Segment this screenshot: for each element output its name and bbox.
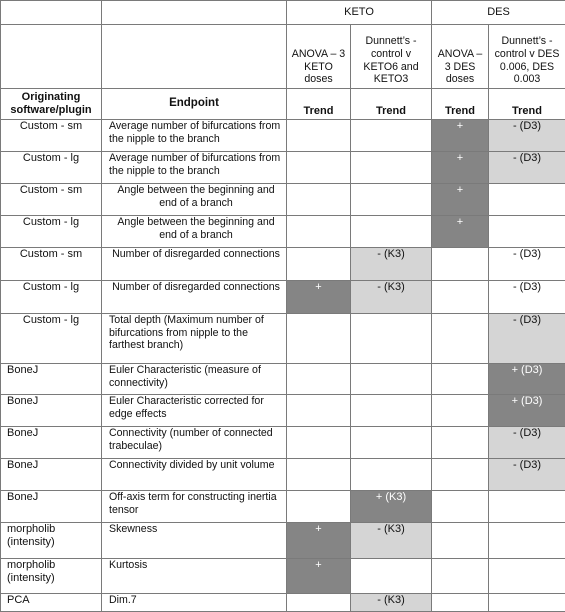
endpoint-cell: Euler Characteristic (measure of connectivity): [102, 364, 287, 395]
endpoint-cell: Skewness: [102, 523, 287, 559]
keto-anova-cell: [287, 152, 351, 184]
header-group-des: DES: [432, 1, 565, 25]
des-anova-cell: [432, 594, 489, 612]
keto-dunnett-cell: [351, 120, 432, 152]
des-dunnett-cell: - (D3): [489, 248, 565, 281]
table-row: [1, 427, 565, 459]
keto-dunnett-cell: [351, 314, 432, 364]
des-anova-cell: [432, 427, 489, 459]
endpoint-cell: Angle between the beginning and end of a branch: [102, 216, 287, 248]
software-cell: Custom - lg: [1, 152, 102, 184]
software-cell: BoneJ: [1, 427, 102, 459]
header-group-keto: KETO: [287, 1, 432, 25]
des-anova-cell: [432, 364, 489, 395]
endpoint-cell: Average number of bifurcations from the nipple to the branch: [102, 152, 287, 184]
software-cell: morpholib (intensity): [1, 559, 102, 594]
keto-dunnett-cell: [351, 395, 432, 427]
keto-anova-cell: [287, 216, 351, 248]
des-dunnett-cell: - (D3): [489, 281, 565, 314]
header-blank-software: [1, 1, 102, 25]
des-dunnett-cell: [489, 559, 565, 594]
des-anova-cell: [432, 459, 489, 491]
des-anova-cell: +: [432, 184, 489, 216]
software-cell: Custom - lg: [1, 216, 102, 248]
keto-anova-cell: [287, 248, 351, 281]
header-des-anova: ANOVA – 3 DES doses: [432, 25, 489, 89]
table-row: [1, 364, 565, 395]
table-row: [1, 216, 565, 248]
des-anova-cell: [432, 491, 489, 523]
endpoint-cell: Number of disregarded connections: [102, 248, 287, 281]
des-anova-cell: [432, 523, 489, 559]
des-anova-cell: +: [432, 152, 489, 184]
keto-anova-cell: [287, 184, 351, 216]
table-row: [1, 314, 565, 364]
endpoint-cell: Off-axis term for constructing inertia tensor: [102, 491, 287, 523]
keto-anova-cell: [287, 364, 351, 395]
software-cell: PCA: [1, 594, 102, 612]
des-anova-cell: [432, 559, 489, 594]
header-keto-anova: ANOVA – 3 KETO doses: [287, 25, 351, 89]
table-row: [1, 523, 565, 559]
keto-anova-cell: [287, 594, 351, 612]
endpoint-cell: Average number of bifurcations from the nipple to the branch: [102, 120, 287, 152]
header-des-dunnett: Dunnett’s - control v DES 0.006, DES 0.003: [489, 25, 565, 89]
table-row: [1, 184, 565, 216]
keto-dunnett-cell: - (K3): [351, 594, 432, 612]
keto-dunnett-cell: [351, 364, 432, 395]
endpoint-cell: Dim.7: [102, 594, 287, 612]
des-dunnett-cell: - (D3): [489, 120, 565, 152]
software-cell: BoneJ: [1, 459, 102, 491]
des-anova-cell: [432, 395, 489, 427]
software-cell: Custom - lg: [1, 281, 102, 314]
des-anova-cell: +: [432, 216, 489, 248]
keto-anova-cell: [287, 459, 351, 491]
keto-anova-cell: +: [287, 523, 351, 559]
table-row: [1, 395, 565, 427]
software-cell: morpholib (intensity): [1, 523, 102, 559]
des-dunnett-cell: - (D3): [489, 314, 565, 364]
keto-anova-cell: [287, 314, 351, 364]
table-row: [1, 491, 565, 523]
endpoint-cell: Number of disregarded connections: [102, 281, 287, 314]
table-row: [1, 459, 565, 491]
header-blank-endpoint-2: [102, 25, 287, 89]
keto-dunnett-cell: + (K3): [351, 491, 432, 523]
des-anova-cell: [432, 314, 489, 364]
keto-anova-cell: [287, 427, 351, 459]
des-dunnett-cell: - (D3): [489, 152, 565, 184]
keto-dunnett-cell: [351, 152, 432, 184]
des-dunnett-cell: - (D3): [489, 427, 565, 459]
header-trend-keto-anova: Trend: [287, 89, 351, 120]
keto-anova-cell: +: [287, 559, 351, 594]
software-cell: Custom - sm: [1, 120, 102, 152]
table-row: [1, 559, 565, 594]
des-anova-cell: +: [432, 120, 489, 152]
software-cell: Custom - lg: [1, 314, 102, 364]
keto-anova-cell: +: [287, 281, 351, 314]
table-row: [1, 248, 565, 281]
des-dunnett-cell: [489, 594, 565, 612]
keto-dunnett-cell: [351, 427, 432, 459]
header-trend-keto-dunnett: Trend: [351, 89, 432, 120]
software-cell: Custom - sm: [1, 248, 102, 281]
des-anova-cell: [432, 281, 489, 314]
des-dunnett-cell: - (D3): [489, 459, 565, 491]
keto-anova-cell: [287, 120, 351, 152]
des-dunnett-cell: [489, 523, 565, 559]
software-cell: BoneJ: [1, 364, 102, 395]
keto-anova-cell: [287, 395, 351, 427]
header-endpoint: Endpoint: [102, 89, 287, 120]
software-cell: Custom - sm: [1, 184, 102, 216]
keto-dunnett-cell: - (K3): [351, 523, 432, 559]
endpoint-cell: Euler Characteristic corrected for edge effects: [102, 395, 287, 427]
keto-dunnett-cell: [351, 216, 432, 248]
software-cell: BoneJ: [1, 395, 102, 427]
software-cell: BoneJ: [1, 491, 102, 523]
table-row: [1, 152, 565, 184]
des-dunnett-cell: [489, 491, 565, 523]
keto-dunnett-cell: [351, 559, 432, 594]
des-dunnett-cell: [489, 184, 565, 216]
keto-dunnett-cell: [351, 184, 432, 216]
endpoint-cell: Angle between the beginning and end of a branch: [102, 184, 287, 216]
header-trend-des-dunnett: Trend: [489, 89, 565, 120]
endpoint-cell: Connectivity (number of connected trabeculae): [102, 427, 287, 459]
header-keto-dunnett: Dunnett’s - control v KETO6 and KETO3: [351, 25, 432, 89]
keto-dunnett-cell: - (K3): [351, 248, 432, 281]
des-dunnett-cell: [489, 216, 565, 248]
des-anova-cell: [432, 248, 489, 281]
header-originating-software: Originating software/plugin: [1, 89, 102, 120]
keto-anova-cell: [287, 491, 351, 523]
keto-dunnett-cell: - (K3): [351, 281, 432, 314]
table-row: [1, 120, 565, 152]
endpoint-cell: Connectivity divided by unit volume: [102, 459, 287, 491]
des-dunnett-cell: + (D3): [489, 395, 565, 427]
des-dunnett-cell: + (D3): [489, 364, 565, 395]
table-row: [1, 281, 565, 314]
table-row: [1, 594, 565, 612]
keto-dunnett-cell: [351, 459, 432, 491]
header-trend-des-anova: Trend: [432, 89, 489, 120]
header-blank-endpoint: [102, 1, 287, 25]
endpoint-cell: Kurtosis: [102, 559, 287, 594]
header-blank-software-2: [1, 25, 102, 89]
endpoint-cell: Total depth (Maximum number of bifurcations from nipple to the farthest branch): [102, 314, 287, 364]
